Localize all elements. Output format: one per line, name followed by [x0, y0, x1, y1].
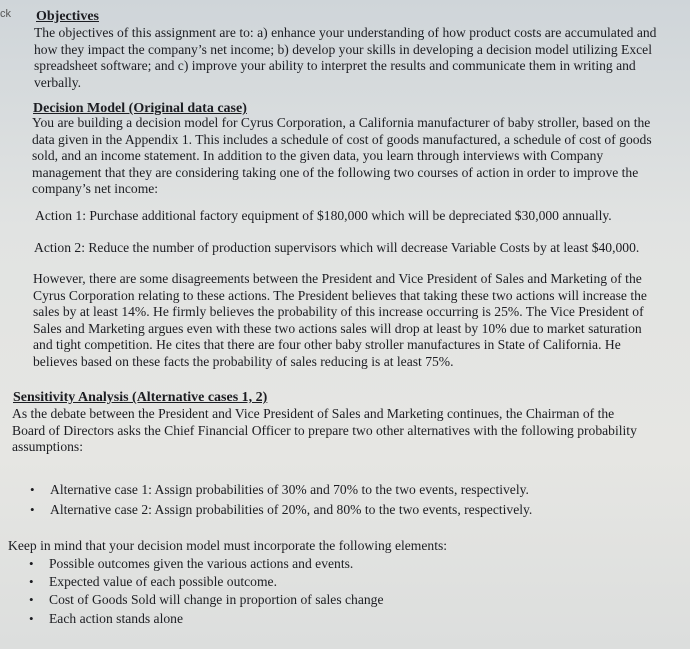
elements-list [25, 555, 384, 628]
objectives-paragraph [34, 25, 656, 91]
disagreement-line: believes based on these facts the probability of sales reducing is at least 75%. [33, 353, 454, 369]
bullet-icon: • [29, 592, 34, 608]
objectives-line: verbally. [34, 74, 82, 90]
sensitivity-heading: Sensitivity Analysis (Alternative cases 1, 2) [13, 390, 268, 405]
element-item: Each action stands alone [49, 610, 183, 626]
decision-model-line: You are building a decision model for Cyrus Corporation, a California manufacturer of baby stroller, based on the [32, 115, 651, 130]
edge-label: ck [0, 8, 11, 20]
decision-model-paragraph [32, 115, 652, 198]
disagreement-line: sales by at least 14%. He firmly believes the probability of this increase occurring is 25%. The Vice President of [33, 304, 644, 319]
sensitivity-line: assumptions: [12, 439, 83, 454]
objectives-line: The objectives of this assignment are to: a) enhance your understanding of how product costs are accumulated and [34, 25, 657, 40]
objectives-heading: Objectives [36, 9, 99, 24]
disagreement-line: Sales and Marketing argues even with these two actions sales will drop at least by 10% due to market saturation [33, 320, 642, 336]
disagreement-line: and tight competition. He cites that there are four other baby stroller manufactures in State of California. He [33, 337, 621, 352]
bullet-icon: • [29, 574, 34, 590]
alternative-case-1: Alternative case 1: Assign probabilities of 30% and 70% to the two events, respectively. [50, 482, 529, 497]
element-item: Possible outcomes given the various actions and events. [49, 556, 354, 571]
list-item [25, 573, 384, 591]
decision-model-line: company’s net income: [32, 181, 159, 196]
bullet-icon: • [30, 482, 35, 497]
elements-intro: Keep in mind that your decision model must incorporate the following elements: [8, 538, 448, 553]
element-item: Cost of Goods Sold will change in proportion of sales change [49, 592, 384, 608]
objectives-line: spreadsheet software; and c) improve your ability to interpret the results and communicate them in writing and [34, 58, 636, 73]
list-item [26, 480, 532, 500]
list-item [25, 555, 384, 573]
element-item: Expected value of each possible outcome. [49, 574, 277, 590]
list-item [25, 610, 384, 628]
action-1: Action 1: Purchase additional factory equipment of $180,000 which will be depreciated $30,000 annually. [35, 208, 612, 223]
sensitivity-line: As the debate between the President and Vice President of Sales and Marketing continues, the Chairman of the [12, 406, 615, 421]
decision-model-line: management that they are considering taking one of the following two courses of action in order to improve the [32, 164, 639, 180]
alternative-case-2: Alternative case 2: Assign probabilities of 20%, and 80% to the two events, respectively. [50, 502, 533, 517]
decision-model-line: data given in the Appendix 1. This includes a schedule of cost of goods manufactured, a schedule of cost of goods [32, 131, 652, 147]
decision-model-line: sold, and an income statement. In addition to the given data, you learn through interviews with Company [32, 148, 604, 163]
decision-model-heading: Decision Model (Original data case) [33, 101, 247, 116]
list-item [26, 500, 532, 520]
sensitivity-paragraph [12, 406, 637, 456]
sensitivity-line: Board of Directors asks the Chief Financial Officer to prepare two other alternatives with the following probability [12, 422, 637, 438]
list-item [25, 591, 384, 609]
bullet-icon: • [30, 502, 35, 517]
disagreement-line: Cyrus Corporation relating to these actions. The President believes that taking these two actions will increase the [33, 287, 647, 303]
action-2: Action 2: Reduce the number of production supervisors which will decrease Variable Costs by at least $40,000. [34, 240, 640, 255]
bullet-icon: • [29, 610, 34, 626]
bullet-icon: • [29, 556, 34, 571]
disagreement-paragraph [33, 271, 647, 370]
objectives-line: how they impact the company’s net income; b) develop your skills in developing a decision model utilizing Excel [34, 41, 652, 57]
disagreement-line: However, there are some disagreements between the President and Vice President of Sales and Marketing of the [33, 271, 642, 286]
alternative-cases-list [26, 480, 532, 520]
